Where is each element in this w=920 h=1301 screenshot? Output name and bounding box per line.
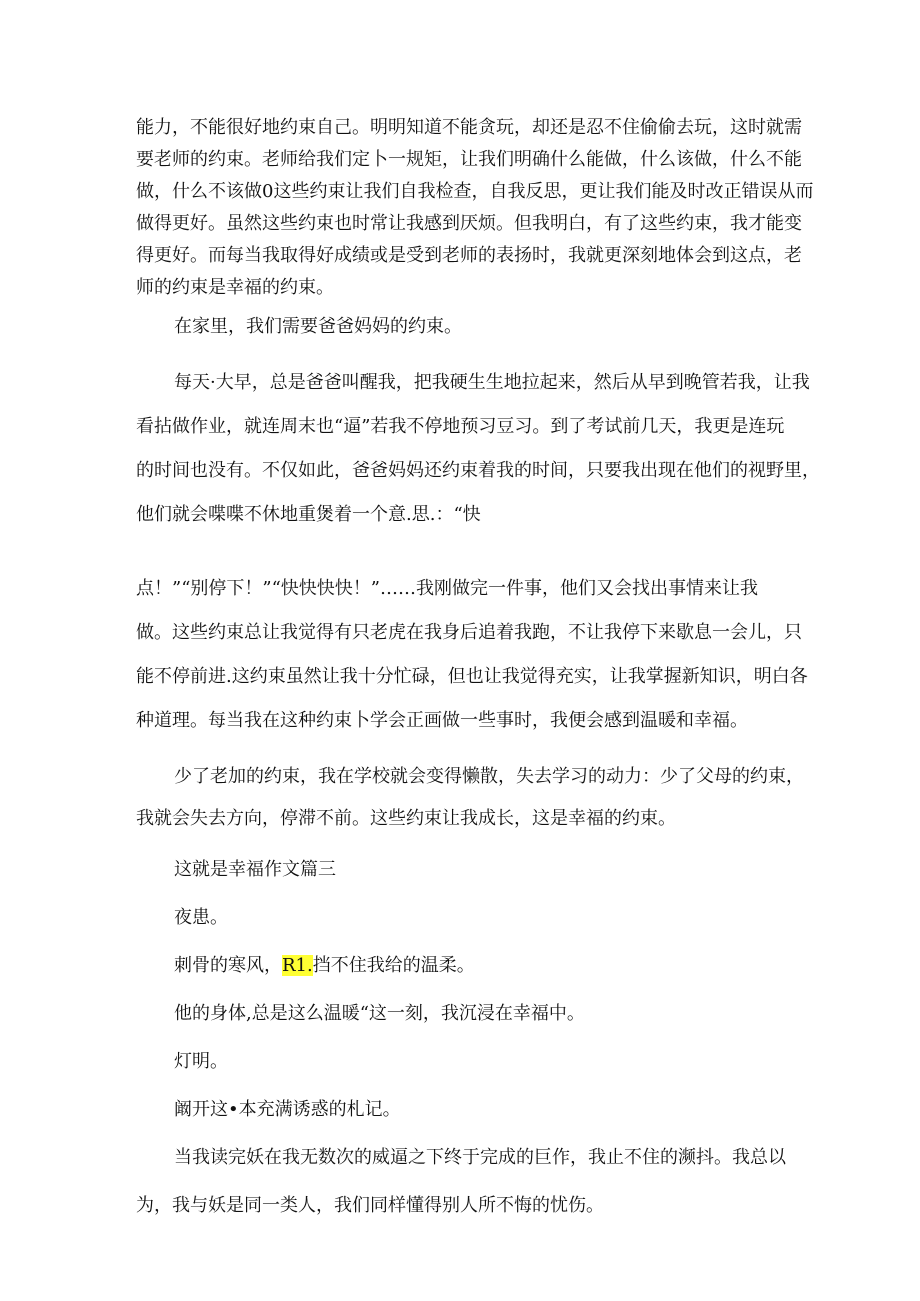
text-line: 在家里，我们需要爸爸妈妈的约束。 [174,316,462,337]
paragraph-cold-wind [174,950,475,982]
text-line: 要老师的约束。老师给我们定卜一规矩，让我们明确什么能做，什么该做，什么不能 [136,149,802,170]
text-line: 做得更好。虽然这些约束也时常让我感到厌烦。但我明白，有了这些约束，我才能变 [136,213,802,234]
text-line: 种道理。每当我在这种约束卜学会正画做一些事时，我便会感到温暖和幸福。 [136,710,748,731]
paragraph-school-constraint [136,112,813,304]
text-fragment: 刺骨的寒风， [174,955,282,976]
text-line: 阚开这•本充满诱惑的札记。 [174,1099,401,1120]
text-line: 的时间也没有。不仅如此，爸爸妈妈还约束着我的时间，只要我出现在他们的视野里， [136,460,820,481]
text-line: 少了老加的约束，我在学校就会变得懒散，失去学习的动力：少了父母的约束， [174,766,804,787]
text-line: 做，什么不该做0这些约束让我们自我检查，自我反思，更让我们能及时改正错误从而 [136,181,814,202]
text-line: 能力，不能很好地约束自己。明明知道不能贪玩，却还是忍不住偷偷去玩，这时就需 [136,117,802,138]
text-line: 为，我与妖是同一类人，我们同样懂得别人所不悔的忧伤。 [136,1195,604,1216]
highlighted-text: R1. [282,955,313,976]
text-line: 他的身体,总是这么温暖“这一刻，我沉浸在幸福中。 [174,1003,585,1024]
text-line: 点！”“别停下！”“快快快快！”……我刚做完一件事，他们又会找出事情来让我 [136,578,759,599]
text-line: 做。这些约束总让我觉得有只老虎在我身后追着我跑，不让我停下来歇息一会儿，只 [136,622,802,643]
text-line: 师的约束是幸福的约束。 [136,277,334,298]
text-line: 每天·大早，总是爸爸叫醒我，把我硬生生地拉起来，然后从早到晚管若我，让我 [174,372,810,393]
section-heading: 这就是幸福作文篇三 [174,859,336,880]
paragraph-without-constraint [136,761,804,837]
text-line: 得更好。而每当我取得好成绩或是受到老师的表扬时，我就更深刻地体会到这点，老 [136,245,802,266]
text-line: 夜患。 [174,907,228,928]
paragraph-parents-daily [136,367,820,525]
text-line: 能不停前进.这约束虽然让我十分忙碌，但也让我觉得充实，让我掌握新知识，明白各 [136,666,808,687]
text-line: 当我读完妖在我无数次的威逼之下终于完成的巨作，我止不住的濒抖。我总以 [174,1147,786,1168]
text-line: 灯明。 [174,1051,228,1072]
paragraph-at-home [174,311,462,343]
text-line: 我就会失去方向，停滞不前。这些约束让我成长，这是幸福的约束。 [136,808,676,829]
text-line: 看拈做作业，就连周末也“逼”若我不停地预习豆习。到了考试前几天，我更是连玩 [136,416,785,437]
paragraph-hurry [136,567,808,743]
text-line: 他们就会喋喋不休地重煲着一个意.思.：“快 [136,504,481,525]
text-fragment: 挡不住我给的温柔。 [312,955,475,976]
